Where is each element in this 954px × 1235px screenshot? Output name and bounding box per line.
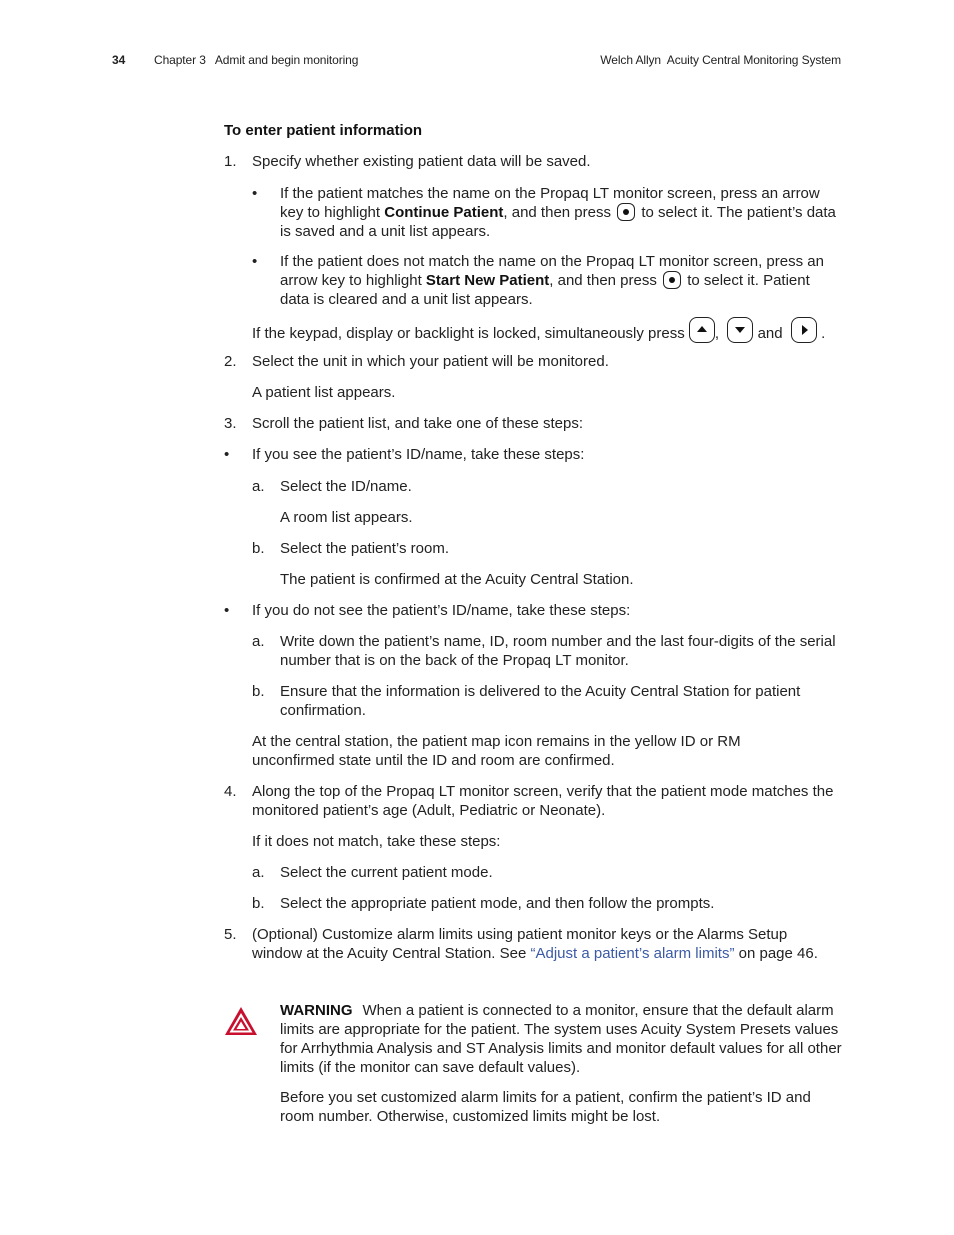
step-4-a-label: a.	[252, 864, 265, 881]
keypad-lock-note: If the keypad, display or backlight is locked, simultaneously press , and .	[252, 321, 852, 347]
step-1-text: Specify whether existing patient data will be saved.	[252, 153, 591, 170]
case-not-seen-b-label: b.	[252, 683, 265, 700]
start-new-patient-label: Start New Patient	[425, 272, 550, 289]
case-seen-a-label: a.	[252, 478, 265, 495]
case-seen-b-label: b.	[252, 540, 265, 557]
continue-patient-label: Continue Patient	[384, 204, 504, 221]
step-2-number: 2.	[224, 353, 237, 370]
warning-text-2: Before you set customized alarm limits for a patient, confirm the patient’s ID and room number. Otherwise, customized limits might be lost.	[280, 1089, 811, 1125]
step-2-result: A patient list appears.	[252, 384, 396, 401]
bullet-dot: •	[224, 446, 230, 463]
book-title: Welch Allyn Acuity Central Monitoring System	[600, 53, 841, 67]
step-4-a-text: Select the current patient mode.	[280, 864, 493, 881]
step-2-text: Select the unit in which your patient will be monitored.	[252, 353, 609, 370]
step-1-bullet-continue: If the patient matches the name on the Propaq LT monitor screen, press an arrow key to highlight Continue Patient, and then press to select it. The patient’s data is saved and a unit list appears.	[280, 185, 836, 241]
step-4-text: Along the top of the Propaq LT monitor screen, verify that the patient mode matches the monitored patient’s age (Adult, Pediatric or Neonate).	[252, 783, 834, 819]
step-4-number: 4.	[224, 783, 237, 800]
bullet-dot: •	[252, 185, 258, 202]
step-5-number: 5.	[224, 926, 237, 943]
warning-triangle-icon	[224, 1005, 260, 1037]
bullet-dot: •	[224, 602, 230, 619]
step-3-text: Scroll the patient list, and take one of these steps:	[252, 415, 584, 432]
case-seen-b-text: Select the patient’s room.	[280, 540, 449, 557]
case-not-seen-text: If you do not see the patient’s ID/name, take these steps:	[252, 602, 631, 619]
case-seen-a-text: Select the ID/name.	[280, 478, 412, 495]
case-not-seen-b-text: Ensure that the information is delivered to the Acuity Central Station for patient confirmation.	[280, 683, 801, 719]
alarm-limits-link[interactable]: “Adjust a patient’s alarm limits”	[530, 945, 735, 962]
step-1-bullet-new: If the patient does not match the name on the Propaq LT monitor screen, press an arrow key to highlight Start New Patient, and then press to select it. Patient data is cleared and a unit list appears.	[280, 253, 824, 309]
central-station-note: At the central station, the patient map icon remains in the yellow ID or RM unconfirmed state until the ID and room are confirmed.	[252, 733, 741, 769]
step-4-if-not: If it does not match, take these steps:	[252, 833, 501, 850]
down-arrow-key-icon	[727, 317, 753, 343]
up-arrow-key-icon	[689, 317, 715, 343]
select-key-icon	[617, 203, 635, 221]
step-5-text: (Optional) Customize alarm limits using patient monitor keys or the Alarms Setup window at the Acuity Central Station. See “Adjust a patient’s alarm limits” on page 46.	[252, 926, 818, 962]
page-number: 34	[112, 53, 126, 67]
right-arrow-key-icon	[791, 317, 817, 343]
warning-label: WARNING	[280, 1002, 353, 1019]
case-seen-b-result: The patient is confirmed at the Acuity Central Station.	[280, 571, 634, 588]
select-key-icon	[663, 271, 681, 289]
section-heading: To enter patient information	[224, 122, 423, 139]
step-4-b-text: Select the appropriate patient mode, and then follow the prompts.	[280, 895, 715, 912]
case-seen-a-result: A room list appears.	[280, 509, 413, 526]
warning-text: WARNING When a patient is connected to a monitor, ensure that the default alarm limits are appropriate for the patient. The system uses Acuity System Presets values for Arrhythmia Analysis and ST Analysis limits and monitor default values for all other limits (if the monitor can save default values).	[280, 1002, 842, 1076]
step-1-number: 1.	[224, 153, 237, 170]
step-3-number: 3.	[224, 415, 237, 432]
chapter-title: Chapter 3 Admit and begin monitoring	[154, 53, 359, 67]
step-4-b-label: b.	[252, 895, 265, 912]
case-not-seen-a-text: Write down the patient’s name, ID, room number and the last four-digits of the serial number that is on the back of the Propaq LT monitor.	[280, 633, 836, 669]
case-seen-text: If you see the patient’s ID/name, take these steps:	[252, 446, 585, 463]
bullet-dot: •	[252, 253, 258, 270]
case-not-seen-a-label: a.	[252, 633, 265, 650]
